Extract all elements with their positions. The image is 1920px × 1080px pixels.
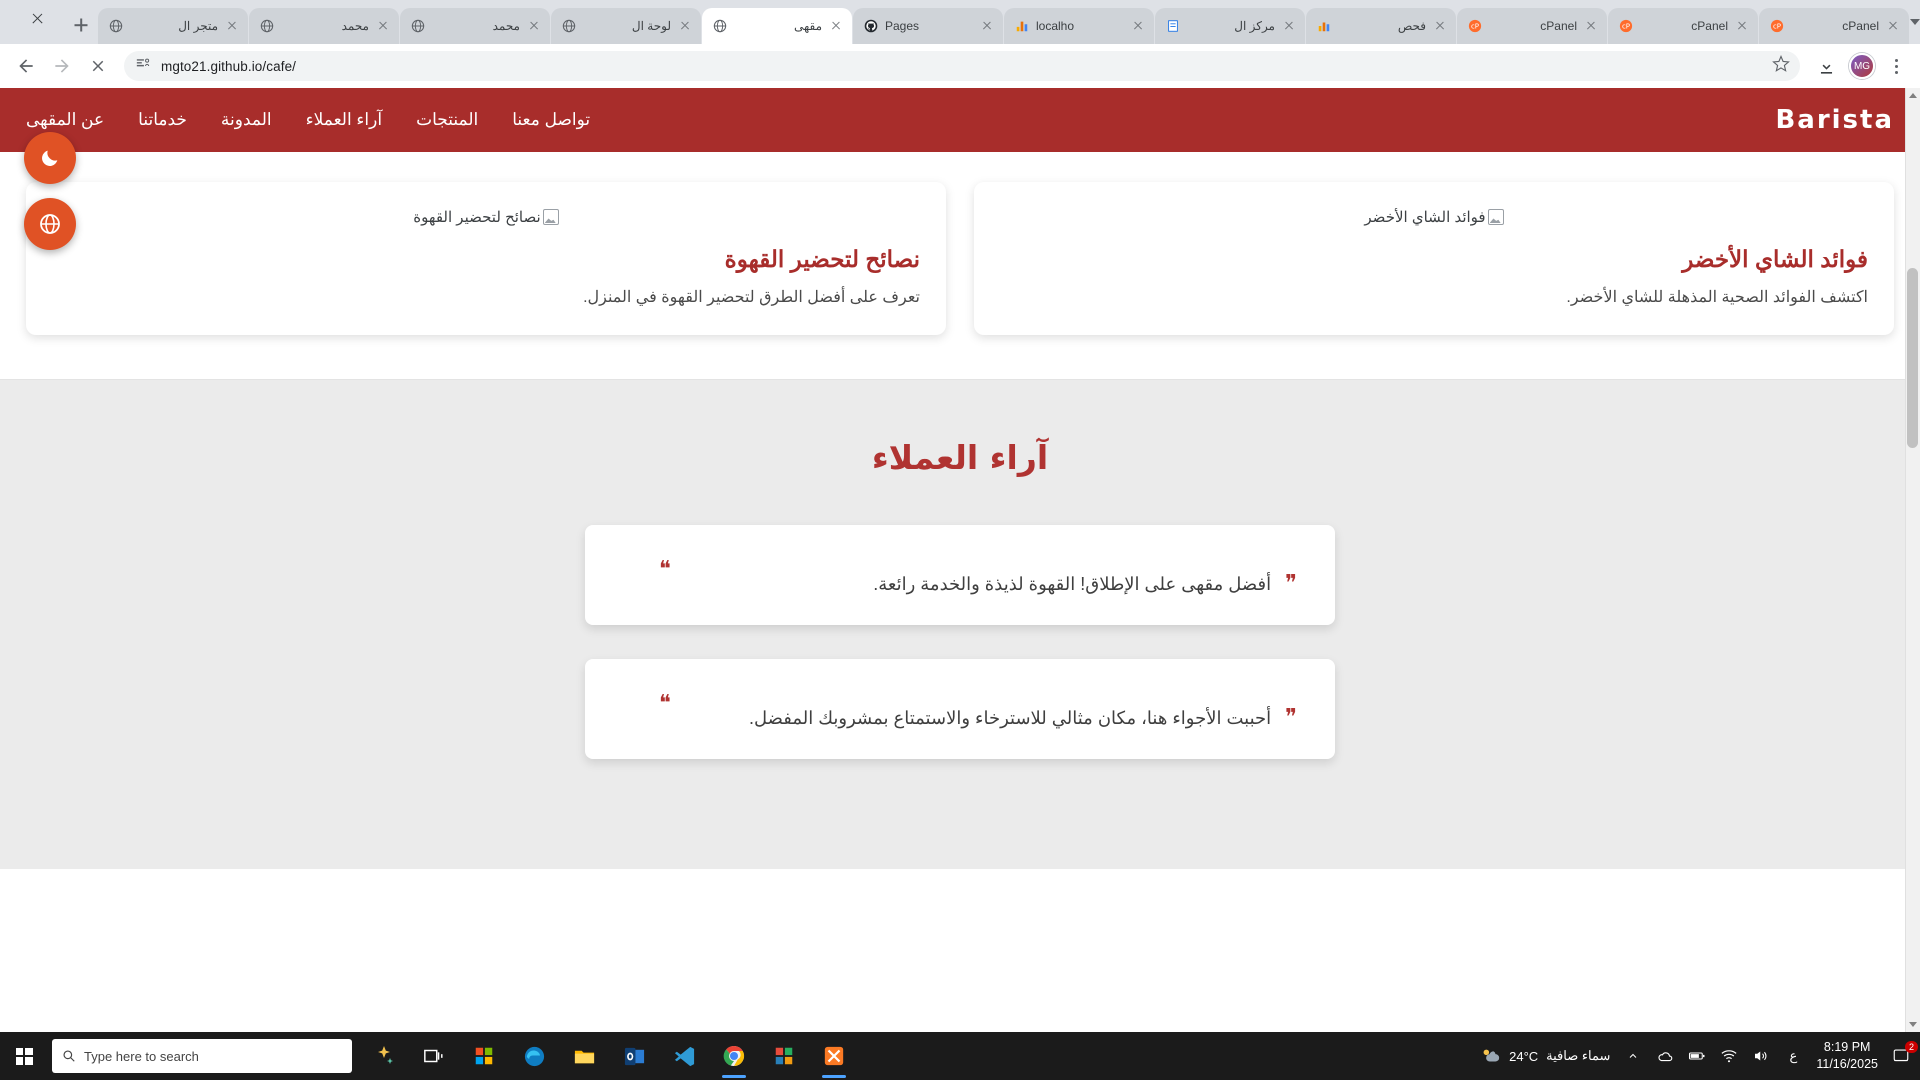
- search-icon: [62, 1049, 76, 1063]
- battery-icon[interactable]: [1688, 1047, 1706, 1065]
- weather-icon: [1479, 1045, 1501, 1067]
- testimonial-text: أفضل مقهى على الإطلاق! القهوة لذيذة والخدمة رائعة.: [873, 573, 1272, 594]
- weather-widget[interactable]: [1479, 1045, 1610, 1067]
- browser-tab[interactable]: [1759, 8, 1909, 44]
- tab-list: [60, 0, 1910, 44]
- cafe-website: [0, 88, 1920, 1032]
- floating-action-buttons: [24, 132, 76, 250]
- clock-time: 8:19 PM: [1823, 1040, 1871, 1055]
- search-placeholder: Type here to search: [84, 1048, 199, 1064]
- downloads-button[interactable]: [1810, 50, 1842, 82]
- quote-close-icon: ❞: [1285, 571, 1297, 596]
- notification-count: 2: [1905, 1041, 1918, 1053]
- close-icon[interactable]: [1885, 18, 1901, 34]
- close-window-button[interactable]: [14, 0, 60, 36]
- dark-mode-toggle[interactable]: [24, 132, 76, 184]
- blog-card[interactable]: [26, 182, 946, 335]
- browser-tab[interactable]: [853, 8, 1003, 44]
- globe-icon: [259, 18, 275, 34]
- wifi-icon[interactable]: [1720, 1047, 1738, 1065]
- tab-title: محمد: [341, 19, 369, 33]
- browser-tab[interactable]: [1004, 8, 1154, 44]
- svg-text:cP: cP: [1772, 22, 1782, 31]
- testimonials-section: [0, 380, 1920, 869]
- close-icon: [31, 12, 44, 25]
- notifications-button[interactable]: [1892, 1042, 1914, 1065]
- avatar: MG: [1849, 53, 1875, 79]
- office-icon[interactable]: [460, 1032, 508, 1080]
- card-image-placeholder: [974, 182, 1894, 236]
- copilot-icon[interactable]: [360, 1032, 408, 1080]
- close-icon[interactable]: [1281, 18, 1297, 34]
- github-icon: [863, 18, 879, 34]
- page-content: [0, 182, 1920, 869]
- blog-cards-row: [0, 182, 1920, 335]
- close-icon[interactable]: [1432, 18, 1448, 34]
- page-scrollbar[interactable]: [1905, 88, 1920, 1032]
- broken-image-icon: [1488, 209, 1504, 225]
- close-icon[interactable]: [526, 18, 542, 34]
- close-icon[interactable]: [375, 18, 391, 34]
- browser-tab-active[interactable]: [702, 8, 852, 44]
- scroll-up-button[interactable]: [1906, 88, 1920, 103]
- tab-strip: [0, 0, 1920, 44]
- language-indicator[interactable]: ع: [1789, 1048, 1798, 1063]
- vscode-icon[interactable]: [660, 1032, 708, 1080]
- site-info-icon[interactable]: [134, 55, 151, 77]
- language-toggle[interactable]: [24, 198, 76, 250]
- card-title: فوائد الشاي الأخضر: [1682, 246, 1868, 272]
- new-tab-button[interactable]: [64, 8, 98, 42]
- svg-text:cP: cP: [1470, 22, 1480, 31]
- tab-title: مقهى: [793, 19, 822, 33]
- cpanel-icon: [1618, 18, 1634, 34]
- windows-logo-icon: [16, 1048, 33, 1065]
- xampp-icon[interactable]: [810, 1032, 858, 1080]
- cpanel-icon: [1467, 18, 1483, 34]
- browser-toolbar: [0, 44, 1920, 88]
- tab-search-button[interactable]: [1910, 0, 1920, 44]
- globe-icon: [108, 18, 124, 34]
- nav-item-blog[interactable]: المدونة: [220, 110, 272, 129]
- testimonials-list: [0, 525, 1920, 759]
- tab-title: cPanel: [1842, 19, 1879, 33]
- scroll-down-button[interactable]: [1905, 1017, 1920, 1032]
- card-text: تعرف على أفضل الطرق لتحضير القهوة في المنزل.: [583, 289, 920, 306]
- close-icon[interactable]: [1130, 18, 1146, 34]
- analytics-icon: [1316, 18, 1332, 34]
- chevron-down-icon: [1910, 19, 1920, 25]
- volume-icon[interactable]: [1752, 1047, 1770, 1065]
- browser-tab[interactable]: [98, 8, 248, 44]
- browser-menu-button[interactable]: [1882, 52, 1910, 80]
- chevron-up-icon: [1909, 93, 1917, 98]
- tray-expand-icon[interactable]: [1624, 1047, 1642, 1065]
- task-view-icon[interactable]: [410, 1032, 458, 1080]
- tab-title: localho: [1036, 19, 1075, 33]
- nav-item-contact[interactable]: تواصل معنا: [512, 110, 591, 129]
- taskbar-apps: [360, 1032, 858, 1080]
- browser-tab[interactable]: [1457, 8, 1607, 44]
- tab-title: cPanel: [1540, 19, 1577, 33]
- card-text: اكتشف الفوائد الصحية المذهلة للشاي الأخضر.: [1566, 289, 1868, 306]
- page-viewport: [0, 88, 1920, 1032]
- window-controls: [0, 0, 60, 44]
- close-icon[interactable]: [677, 18, 693, 34]
- tab-title: لوحة ال: [631, 19, 671, 33]
- close-icon[interactable]: [1583, 18, 1599, 34]
- close-icon[interactable]: [979, 18, 995, 34]
- close-icon[interactable]: [828, 18, 844, 34]
- close-icon[interactable]: [224, 18, 240, 34]
- taskbar-clock[interactable]: [1816, 1039, 1878, 1073]
- edge-icon[interactable]: [510, 1032, 558, 1080]
- address-bar[interactable]: [124, 51, 1800, 81]
- quote-open-icon: ❝: [659, 557, 671, 582]
- site-logo[interactable]: Barista: [1775, 105, 1894, 135]
- site-header: [0, 88, 1920, 152]
- browser-tab[interactable]: [1608, 8, 1758, 44]
- chrome-icon[interactable]: [710, 1032, 758, 1080]
- forward-button[interactable]: [46, 50, 78, 82]
- testimonials-heading: آراء العملاء: [871, 438, 1049, 477]
- globe-icon: [712, 18, 728, 34]
- weather-temp: 24°C: [1509, 1048, 1539, 1064]
- globe-icon: [410, 18, 426, 34]
- tab-title: متجر ال: [178, 19, 218, 33]
- windows-taskbar: [0, 1032, 1920, 1080]
- svg-text:cP: cP: [1621, 22, 1631, 31]
- outlook-icon[interactable]: [610, 1032, 658, 1080]
- maximize-button[interactable]: [0, 0, 14, 36]
- card-title: نصائح لتحضير القهوة: [724, 246, 920, 272]
- chevron-down-icon: [1909, 1022, 1917, 1027]
- nav-item-services[interactable]: خدماتنا: [138, 110, 187, 129]
- file-explorer-icon[interactable]: [560, 1032, 608, 1080]
- tab-title: محمد: [492, 19, 520, 33]
- scroll-thumb[interactable]: [1907, 268, 1918, 448]
- back-button[interactable]: [10, 50, 42, 82]
- cpanel-icon: [1769, 18, 1785, 34]
- blog-card[interactable]: [974, 182, 1894, 335]
- bookmark-icon[interactable]: [1772, 55, 1790, 78]
- testimonial-text: أحببت الأجواء هنا، مكان مثالي للاسترخاء والاستمتاع بمشروبك المفضل.: [748, 707, 1272, 728]
- browser-tab[interactable]: [249, 8, 399, 44]
- browser-tab[interactable]: [1306, 8, 1456, 44]
- broken-image-icon: [543, 209, 559, 225]
- tab-title: Pages: [885, 19, 920, 33]
- card-image-alt: نصائح لتحضير القهوة: [413, 209, 541, 226]
- start-button[interactable]: [0, 1032, 48, 1080]
- onedrive-icon[interactable]: [1656, 1047, 1674, 1065]
- globe-icon: [561, 18, 577, 34]
- profile-button[interactable]: [1846, 50, 1878, 82]
- close-icon[interactable]: [1734, 18, 1750, 34]
- nav-item-testimonials[interactable]: آراء العملاء: [305, 110, 383, 129]
- tab-title: فحص: [1397, 19, 1426, 33]
- taskbar-search[interactable]: [52, 1039, 352, 1073]
- testimonial-card: [585, 525, 1335, 625]
- analytics-icon: [1014, 18, 1030, 34]
- site-nav: [26, 110, 590, 130]
- system-tray: [1479, 1039, 1920, 1073]
- quote-open-icon: ❝: [659, 691, 671, 716]
- document-icon: [1165, 18, 1181, 34]
- card-image-alt: فوائد الشاي الأخضر: [1364, 209, 1486, 226]
- tab-title: cPanel: [1691, 19, 1728, 33]
- nav-item-products[interactable]: المنتجات: [416, 110, 479, 129]
- quote-close-icon: ❞: [1285, 705, 1297, 730]
- browser-tab[interactable]: [400, 8, 550, 44]
- store-icon[interactable]: [760, 1032, 808, 1080]
- browser-tab[interactable]: [1155, 8, 1305, 44]
- testimonial-card: [585, 659, 1335, 759]
- weather-text: سماء صافية: [1546, 1048, 1611, 1063]
- browser-tab[interactable]: [551, 8, 701, 44]
- card-image-placeholder: [26, 182, 946, 236]
- address-text: mgto21.github.io/cafe/: [161, 58, 297, 74]
- tab-title: مركز ال: [1234, 19, 1275, 33]
- clock-date: 11/16/2025: [1816, 1057, 1878, 1071]
- nav-item-about[interactable]: عن المقهى: [26, 110, 105, 129]
- stop-loading-button[interactable]: [82, 50, 114, 82]
